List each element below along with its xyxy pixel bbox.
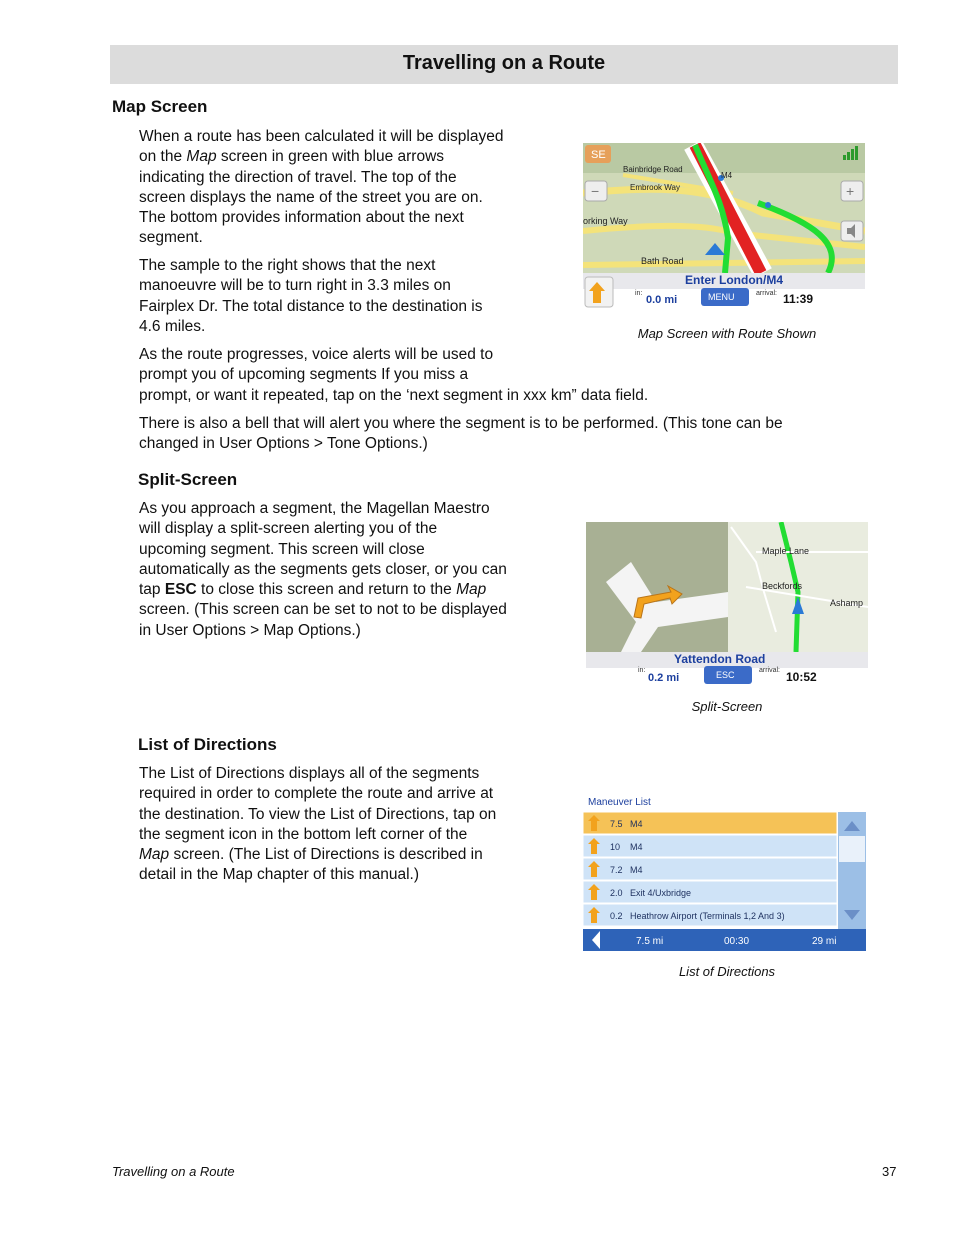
list-total-remaining: 29 mi: [812, 936, 837, 947]
footer-section-name: Travelling on a Route: [112, 1164, 235, 1179]
road-label-4: orking Way: [583, 216, 628, 226]
list-of-directions-paragraph: The List of Directions displays all of the segments required in order to complete the route and arrive at the destination. To view the List of Directions, tap on the segment icon in the bottom left corner of the Map screen. (The List of Directions is described in detail in the Map chapter of this manual.): [139, 765, 497, 884]
section-heading-list-of-directions: List of Directions: [138, 735, 277, 754]
zoom-in-icon: +: [846, 183, 855, 199]
list-of-directions-caption: List of Directions: [678, 964, 776, 979]
page-title: Travelling on a Route: [402, 52, 606, 74]
list-total-distance: 7.5 mi: [636, 936, 664, 947]
page-title-bar: [110, 45, 898, 84]
distance-readout[interactable]: 0.2 mi: [648, 672, 680, 684]
maneuver-row[interactable]: [583, 835, 837, 857]
maneuver-name: Exit 4/Uxbridge: [630, 888, 692, 898]
heading-badge-label: SE: [591, 149, 606, 161]
esc-button-label: ESC: [716, 670, 735, 680]
section-heading-split-screen: Split-Screen: [138, 470, 238, 489]
maneuver-distance: 7.5: [610, 819, 623, 829]
maneuver-distance: 0.2: [610, 911, 623, 921]
maneuver-distance: 10: [610, 842, 621, 852]
maneuver-distance: 7.2: [610, 865, 623, 875]
map-screen-paragraph-1: When a route has been calculated it will be displayed on the Map screen in green with blue arrows indicating the direction of travel. The top of the screen displays the name of the street you are on. The bottom provides information about the next segment.: [139, 128, 504, 247]
map-screen-paragraph-2: The sample to the right shows that the next manoeuvre will be to turn right in 3.3 miles on Fairplex Dr. The total distance to the destination is 4.6 miles.: [139, 257, 483, 335]
in-label: in:: [635, 290, 643, 297]
map-screen-paragraph-4: There is also a bell that will alert you where the segment is to be performed. (This tone can be changed in User Options > Tone Options.): [139, 415, 783, 453]
arrival-time: 11:39: [783, 292, 814, 306]
map-screen-caption: Map Screen with Route Shown: [637, 326, 817, 341]
maneuver-list-title: Maneuver List: [588, 797, 651, 808]
maneuver-row[interactable]: [583, 858, 837, 880]
street-banner-text: Enter London/M4: [685, 273, 783, 287]
road-label-2: Beckfords: [762, 581, 803, 591]
maneuver-row[interactable]: [583, 904, 837, 926]
maneuver-row-bg: [583, 835, 837, 857]
maneuver-name: M4: [630, 842, 643, 852]
page-number: 37: [882, 1164, 897, 1179]
in-label: in:: [638, 667, 646, 674]
road-label-1: Bainbridge Road: [623, 165, 683, 174]
road-label-2: Embrook Way: [630, 183, 680, 192]
maneuver-name: Heathrow Airport (Terminals 1,2 And 3): [630, 911, 785, 921]
arrival-label: arrival:: [756, 290, 778, 297]
maneuver-name: M4: [630, 819, 643, 829]
map-screen-paragraph-3: As the route progresses, voice alerts will be used to prompt you of upcoming segments If you miss a prompt, or want it repeated, tap on the ‘next segment in xxx km” data field.: [139, 346, 649, 404]
split-screen-figure: [586, 522, 868, 686]
zoom-out-icon: −: [591, 183, 600, 199]
distance-readout[interactable]: 0.0 mi: [646, 294, 678, 306]
list-of-directions-figure: [583, 792, 866, 951]
maneuver-distance: 2.0: [610, 888, 623, 898]
road-label-5: Bath Road: [641, 256, 684, 266]
split-screen-paragraph: As you approach a segment, the Magellan Maestro will display a split-screen alerting you of the upcoming segment. This screen will close automatically as the segments gets closer, or you can tap ESC to close this screen and return to the Map screen. (This screen can be set to not to be displayed in User Options > Map Options.): [139, 500, 507, 639]
list-total-time: 00:30: [724, 936, 750, 947]
arrival-label: arrival:: [759, 667, 781, 674]
scrollbar-thumb[interactable]: [839, 836, 865, 862]
maneuver-row[interactable]: [583, 881, 837, 903]
section-heading-map-screen: Map Screen: [112, 97, 208, 116]
map-screen-figure: [583, 143, 865, 309]
arrival-time: 10:52: [786, 670, 817, 684]
street-banner-text: Yattendon Road: [674, 652, 766, 666]
split-screen-caption: Split-Screen: [691, 699, 763, 714]
menu-button-label: MENU: [708, 292, 735, 302]
maneuver-name: M4: [630, 865, 643, 875]
road-label-3: Ashamp: [830, 598, 864, 608]
road-label-3: M4: [721, 171, 733, 180]
maneuver-row[interactable]: [583, 812, 837, 834]
road-label-1: Maple Lane: [762, 546, 810, 556]
